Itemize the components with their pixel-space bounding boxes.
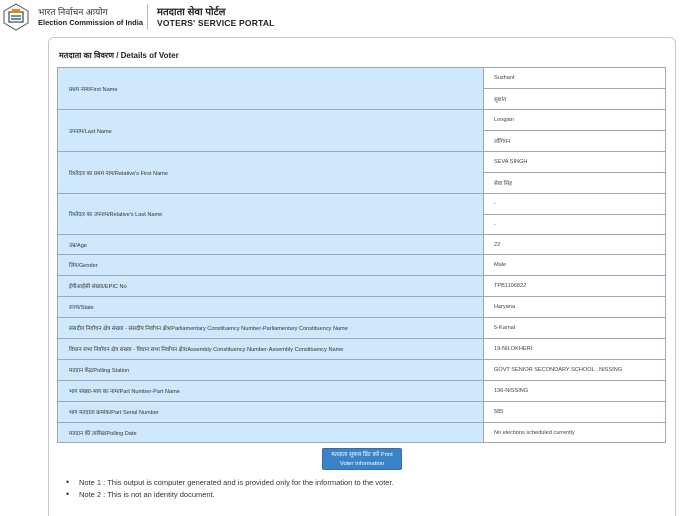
print-voter-information-button[interactable] (322, 448, 402, 470)
polling-station-label: मतदान केंद्र/Polling Station (58, 360, 484, 381)
table-row (58, 339, 666, 360)
age-label: उम्र/Age (58, 235, 484, 255)
site-header (0, 0, 682, 36)
state-value: Haryana (484, 297, 666, 318)
epic-no-label: ईपीआईसी संख्या/EPIC No (58, 276, 484, 297)
part-serial-label: भाग मतदाता क्रमांक/Part Serial Number (58, 402, 484, 423)
assembly-constituency-value: 19-NILOKHERI (484, 339, 666, 360)
parliamentary-constituency-label: संसदीय निर्वाचन क्षेत्र संख्या - संसदीय निर्वाचन क्षेत्र/Parliamentary Constituency Number-Parliamentary Constituency Name (58, 318, 484, 339)
table-row (58, 68, 666, 89)
assembly-constituency-label: विधान सभा निर्वाचन क्षेत्र संख्या - विधान सभा निर्वाचन क्षेत्र/Assembly Constituency Number-Assembly Constituency Name (58, 339, 484, 360)
first-name-label: प्रथम नाम/First Name (58, 68, 484, 110)
table-row (58, 194, 666, 215)
header-divider (147, 4, 148, 30)
card-title: मतदाता का विवरण / Details of Voter (59, 51, 179, 60)
table-row (58, 152, 666, 173)
note-item: • Note 2 : This is not an identity document. (66, 490, 394, 502)
table-row (58, 360, 666, 381)
gender-label: लिंग/Gender (58, 255, 484, 276)
relative-last-name-value-english: - (484, 194, 666, 215)
part-label: भाग संख्या-भाग का नाम/Part Number-Part Name (58, 381, 484, 402)
table-row (58, 318, 666, 339)
portal-title-english: VOTERS' SERVICE PORTAL (157, 18, 275, 28)
org-name-hindi: भारत निर्वाचन आयोग (38, 7, 108, 17)
polling-date-label: मतदान की तारीख/Polling Date (58, 423, 484, 443)
table-row (58, 297, 666, 318)
relative-last-name-label: रिश्तेदार का उपनाम/Relative's Last Name (58, 194, 484, 235)
last-name-value-hindi: लोंगियन (484, 131, 666, 152)
voter-details-table (57, 67, 666, 443)
parliamentary-constituency-value: 5-Karnal (484, 318, 666, 339)
table-row (58, 276, 666, 297)
table-row (58, 255, 666, 276)
print-button-label-line1: मतदाता सूचना प्रिंट करें Print (331, 452, 393, 458)
table-row (58, 402, 666, 423)
note-item: • Note 1 : This output is computer generated and is provided only for the information to the voter. (66, 478, 394, 490)
gender-value: Male (484, 255, 666, 276)
part-serial-value: 585 (484, 402, 666, 423)
table-row (58, 423, 666, 443)
state-label: राज्य/State (58, 297, 484, 318)
relative-first-name-value-hindi: सेवा सिंह (484, 173, 666, 194)
print-button-label-line2: Voter Information (339, 461, 385, 467)
table-row (58, 235, 666, 255)
age-value: 22 (484, 235, 666, 255)
polling-station-value: GOVT SENIOR SECONDARY SCHOOL , NISSING (484, 360, 666, 381)
last-name-label: उपनाम/Last Name (58, 110, 484, 152)
table-row (58, 110, 666, 131)
relative-first-name-value-english: SEVA SINGH (484, 152, 666, 173)
org-name-english: Election Commission of India (38, 18, 144, 27)
relative-first-name-label: रिश्तेदार का प्रथम नाम/Relative's First Name (58, 152, 484, 194)
notes-list (66, 478, 394, 502)
table-row (58, 381, 666, 402)
polling-date-value: No elections scheduled currently (484, 423, 666, 443)
portal-title-hindi: मतदाता सेवा पोर्टल (157, 7, 226, 18)
eci-logo-icon (3, 3, 29, 31)
last-name-value-english: Longian (484, 110, 666, 131)
relative-last-name-value-hindi: - (484, 215, 666, 235)
first-name-value-english: Sushant (484, 68, 666, 89)
part-value: 196-NISSING (484, 381, 666, 402)
epic-no-value: TPB1106822 (484, 276, 666, 297)
first-name-value-hindi: सुशांत (484, 89, 666, 110)
